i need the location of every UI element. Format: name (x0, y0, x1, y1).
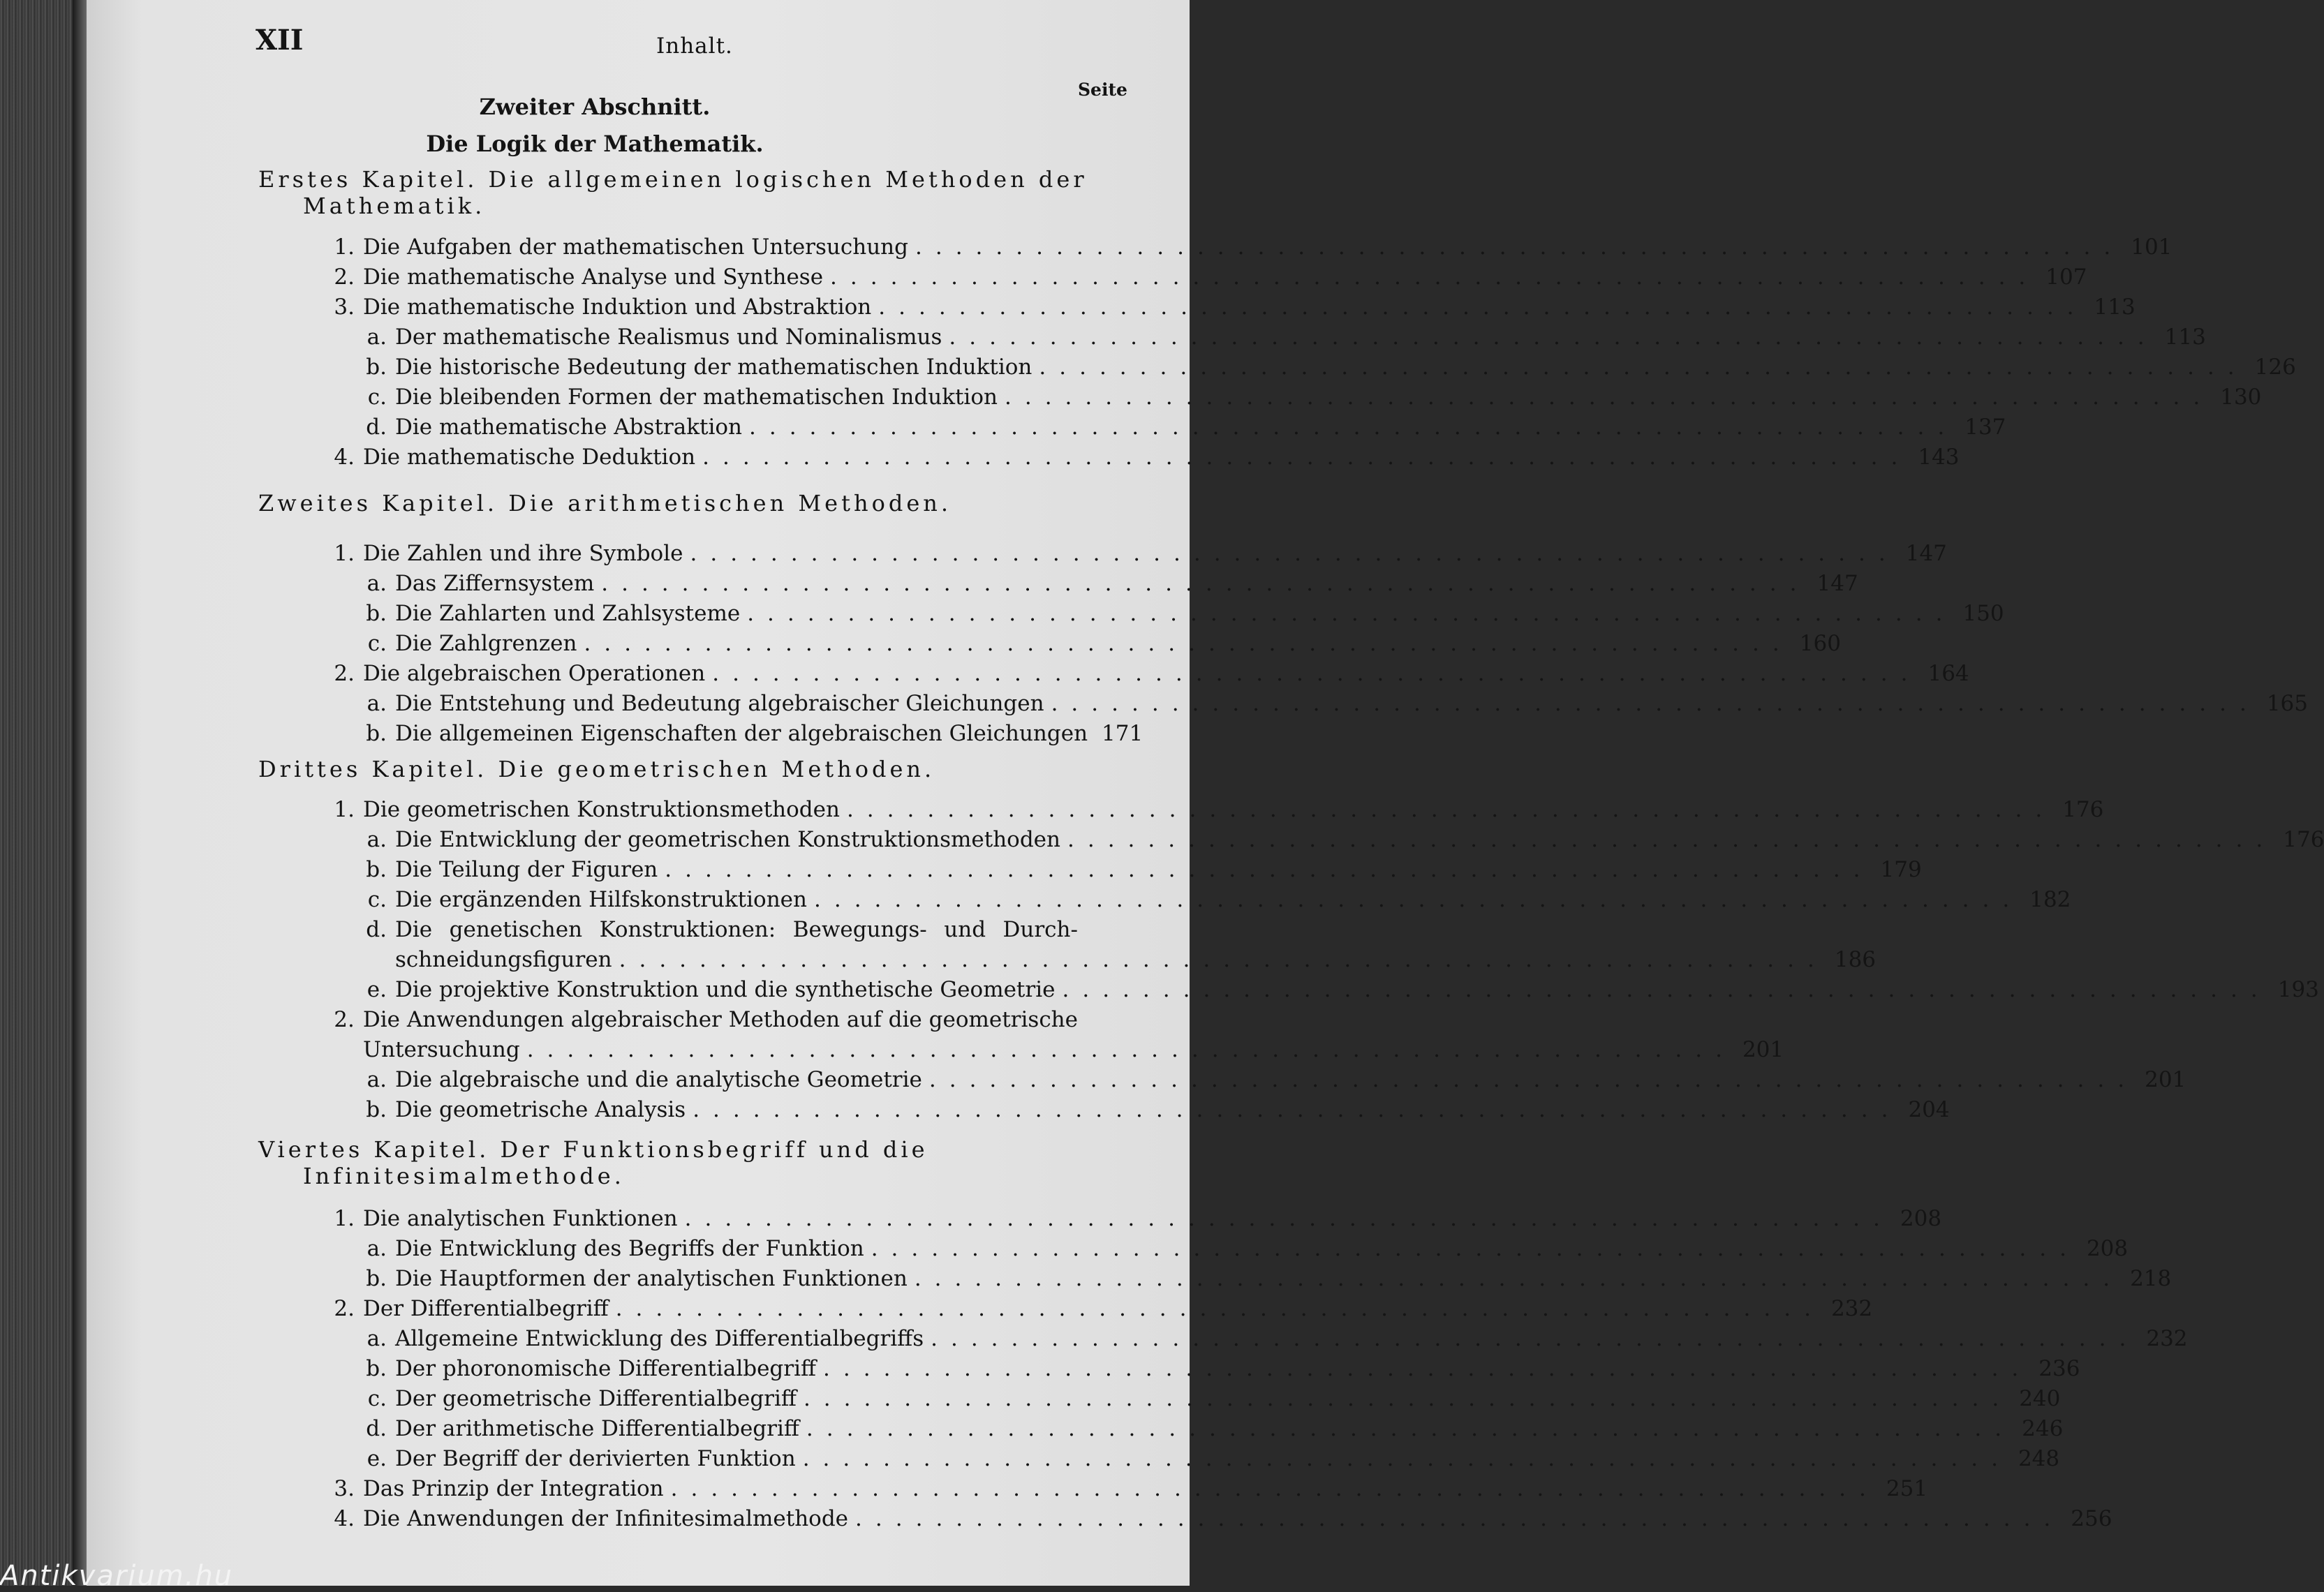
entry-number: b. (366, 355, 387, 380)
entry-page: 171 (1102, 721, 1144, 746)
entry-page: 176 (2062, 797, 2104, 822)
toc-entry (355, 1444, 2060, 1473)
entry-number: b. (366, 1266, 387, 1291)
entry-page: 150 (1962, 601, 2004, 626)
entry-page: 208 (2086, 1236, 2129, 1261)
toc-entry (355, 825, 2324, 854)
entry-text: Die Zahlgrenzen (395, 631, 577, 656)
leader-dots: ............................................................ (1004, 385, 2214, 410)
spine-shadow (73, 0, 87, 1586)
watermark: Antikvarium.hu (0, 1560, 234, 1592)
entry-number: a. (367, 1326, 387, 1351)
leader-dots: ............................................................ (928, 1067, 2138, 1092)
entry-number: 1. (334, 541, 355, 566)
entry-page: 248 (2018, 1446, 2060, 1471)
toc-entry (323, 795, 2104, 824)
leader-dots: ............................................................ (526, 1037, 1735, 1062)
entry-page: 208 (1900, 1206, 1942, 1231)
toc-entry (363, 1035, 1784, 1064)
entry-page: 201 (1742, 1037, 1784, 1062)
toc-entry-line (355, 915, 1078, 944)
toc-entry (323, 659, 1969, 688)
entry-text: Der Begriff der derivierten Funktion (395, 1446, 796, 1471)
toc-entry (355, 975, 2319, 1004)
entry-text: Das Ziffernsystem (395, 571, 595, 596)
chapter-heading: Zweites Kapitel. Die arithmetischen Methoden. (258, 490, 952, 516)
entry-text: Die projektive Konstruktion und die synthetische Geometrie (395, 977, 1056, 1002)
entry-number: a. (367, 691, 387, 716)
entry-number: 3. (334, 295, 355, 320)
toc-entry (323, 1474, 1928, 1503)
entry-page: 240 (2019, 1386, 2061, 1411)
entry-number: 4. (334, 1506, 355, 1531)
entry-text: Die geometrische Analysis (395, 1097, 686, 1122)
entry-text: Die Entstehung und Bedeutung algebraischer Gleichungen (395, 691, 1044, 716)
seite-label: Seite (1078, 80, 1127, 100)
entry-number: 1. (334, 797, 355, 822)
entry-text: Die Entwicklung des Begriffs der Funktion (395, 1236, 864, 1261)
entry-text: Die ergänzenden Hilfskonstruktionen (395, 887, 807, 912)
entry-text: Der mathematische Realismus und Nominalismus (395, 325, 942, 350)
toc-entry (355, 855, 1922, 884)
leader-dots: ............................................................ (931, 1326, 2140, 1351)
leader-dots: ............................................................ (684, 1206, 1893, 1231)
toc-entry (355, 1414, 2064, 1443)
toc-entry-line (323, 1005, 1078, 1034)
leader-dots: ............................................................ (584, 631, 1793, 656)
leader-dots: ............................................................ (1039, 355, 2248, 380)
entry-text: Die Hauptformen der analytischen Funktionen (395, 1266, 908, 1291)
entry-number: c. (367, 631, 387, 656)
toc-entry (355, 322, 2206, 352)
toc-entry (355, 1324, 2188, 1353)
entry-text: Die allgemeinen Eigenschaften der algebraischen Gleichungen (395, 721, 1088, 746)
entry-text: Die historische Bedeutung der mathematischen Induktion (395, 355, 1033, 380)
leader-dots: ............................................................ (871, 1236, 2080, 1261)
leader-dots: ............................................................ (665, 857, 1874, 882)
leader-dots: ............................................................ (830, 265, 2039, 290)
section-title: Die Logik der Mathematik. (426, 131, 764, 157)
entry-number: 1. (334, 1206, 355, 1231)
entry-page: 218 (2130, 1266, 2172, 1291)
entry-text: Die geometrischen Konstruktionsmethoden (363, 797, 840, 822)
entry-number: c. (367, 1386, 387, 1411)
entry-page: 179 (1880, 857, 1922, 882)
leader-dots: ............................................................ (949, 325, 2158, 350)
entry-number: d. (366, 1416, 387, 1441)
section-heading: Zweiter Abschnitt. (479, 94, 711, 120)
leader-dots: ............................................................ (915, 235, 2124, 260)
leader-dots: ............................................................ (802, 1446, 2011, 1471)
entry-text-continued: Untersuchung (363, 1037, 520, 1062)
entry-text: Die algebraische und die analytische Geometrie (395, 1067, 922, 1092)
leader-dots: ............................................................ (1067, 827, 2277, 852)
toc-entry (355, 599, 2004, 628)
entry-page: 107 (2045, 265, 2087, 290)
leader-dots: ............................................................ (615, 1296, 1824, 1321)
chapter-heading: Drittes Kapitel. Die geometrischen Methoden. (258, 756, 935, 782)
toc-entry (323, 292, 2136, 322)
entry-number: e. (367, 1446, 387, 1471)
chapter-heading: Erstes Kapitel. Die allgemeinen logischen Methoden der Mathematik. (258, 166, 1088, 219)
leader-dots: ............................................................ (846, 797, 2056, 822)
entry-number: b. (366, 1097, 387, 1122)
toc-entry (355, 1384, 2061, 1413)
entry-number: 2. (334, 661, 355, 686)
leader-dots: ............................................................ (619, 947, 1828, 972)
toc-entry (355, 382, 2262, 412)
entry-page: 113 (2164, 325, 2206, 350)
leader-dots: ............................................................ (670, 1476, 1879, 1501)
entry-number: c. (367, 385, 387, 410)
entry-number: 1. (334, 235, 355, 260)
entry-page: 147 (1816, 571, 1858, 596)
entry-text: Die Anwendungen algebraischer Methoden auf die geometrische (362, 1007, 1078, 1032)
entry-number: c. (367, 887, 387, 912)
leader-dots: ............................................................ (693, 1097, 1902, 1122)
leader-dots: ............................................................ (1062, 977, 2271, 1002)
entry-page: 101 (2131, 235, 2173, 260)
entry-text: Die mathematische Deduktion (363, 445, 696, 470)
toc-entry (355, 689, 2308, 718)
entry-text: Der Differentialbegriff (363, 1296, 609, 1321)
leader-dots: ............................................................ (748, 415, 1958, 440)
leader-dots: ............................................................ (878, 295, 2087, 320)
entry-page: 113 (2094, 295, 2136, 320)
entry-text: Die Zahlen und ihre Symbole (363, 541, 683, 566)
entry-number: d. (366, 917, 387, 942)
entry-text: Der arithmetische Differentialbegriff (395, 1416, 799, 1441)
toc-entry (355, 569, 1858, 598)
toc-entry (355, 1065, 2186, 1094)
entry-page: 232 (1830, 1296, 1873, 1321)
page-number: XII (256, 24, 304, 57)
chapter-heading: Viertes Kapitel. Der Funktionsbegriff und die Infinitesimalmethode. (258, 1136, 928, 1189)
toc-entry (355, 412, 2006, 442)
entry-text-continued: schneidungsfiguren (395, 947, 612, 972)
leader-dots: ............................................................ (806, 1416, 2015, 1441)
leader-dots: ............................................................ (747, 601, 1956, 626)
entry-number: a. (367, 325, 387, 350)
toc-entry (323, 1504, 2112, 1533)
entry-text: Die mathematische Induktion und Abstraktion (363, 295, 872, 320)
entry-text: Die Aufgaben der mathematischen Untersuchung (363, 235, 908, 260)
entry-number: 3. (334, 1476, 355, 1501)
toc-entry (355, 1234, 2129, 1263)
entry-page: 201 (2145, 1067, 2186, 1092)
entry-page: 236 (2038, 1356, 2080, 1381)
entry-page: 147 (1905, 541, 1947, 566)
toc-entry (323, 539, 1947, 568)
entry-text: Die Teilung der Figuren (395, 857, 658, 882)
leader-dots: ............................................................ (855, 1506, 2064, 1531)
entry-number: a. (367, 1067, 387, 1092)
leader-dots: ............................................................ (601, 571, 1810, 596)
entry-text: Die Zahlarten und Zahlsysteme (395, 601, 741, 626)
entry-number: 2. (334, 265, 355, 290)
leader-dots: ............................................................ (702, 445, 1911, 470)
entry-text: Die genetischen Konstruktionen: Bewegungs- und Durch- (395, 917, 1078, 942)
entry-text: Die bleibenden Formen der mathematischen Induktion (395, 385, 998, 410)
entry-text: Die analytischen Funktionen (363, 1206, 678, 1231)
entry-page: 204 (1908, 1097, 1950, 1122)
entry-text: Die Anwendungen der Infinitesimalmethode (363, 1506, 849, 1531)
book-spine (0, 0, 82, 1586)
entry-page: 165 (2266, 691, 2308, 716)
toc-entry (323, 262, 2087, 292)
entry-page: 164 (1927, 661, 1969, 686)
toc-entry (355, 1264, 2172, 1293)
entry-text: Die mathematische Analyse und Synthese (363, 265, 824, 290)
leader-dots: ............................................................ (1051, 691, 2260, 716)
entry-text: Die Entwicklung der geometrischen Konstruktionsmethoden (395, 827, 1060, 852)
entry-page: 256 (2071, 1506, 2112, 1531)
entry-page: 232 (2146, 1326, 2188, 1351)
entry-number: 2. (334, 1007, 355, 1032)
entry-number: e. (367, 977, 387, 1002)
leader-dots: ............................................................ (813, 887, 2023, 912)
leader-dots: ............................................................ (803, 1386, 2013, 1411)
entry-page: 130 (2220, 385, 2262, 410)
toc-entry (355, 1354, 2080, 1383)
entry-number: a. (367, 827, 387, 852)
leader-dots: ............................................................ (823, 1356, 2032, 1381)
entry-number: 2. (334, 1296, 355, 1321)
toc-entry (323, 442, 1960, 472)
entry-text: Der geometrische Differentialbegriff (395, 1386, 797, 1411)
entry-number: 4. (334, 445, 355, 470)
entry-page: 126 (2254, 355, 2296, 380)
entry-text: Allgemeine Entwicklung des Differentialbegriffs (395, 1326, 924, 1351)
toc-entry (355, 629, 1841, 658)
entry-page: 193 (2277, 977, 2319, 1002)
entry-page: 182 (2029, 887, 2071, 912)
toc-entry (355, 885, 2071, 914)
leader-dots: ............................................................ (712, 661, 1921, 686)
toc-entry (323, 1294, 1873, 1323)
entry-text: Die algebraischen Operationen (363, 661, 706, 686)
entry-text: Das Prinzip der Integration (363, 1476, 664, 1501)
toc-entry (323, 1204, 1942, 1233)
leader-dots: ............................................................ (914, 1266, 2124, 1291)
entry-text: Die mathematische Abstraktion (395, 415, 742, 440)
toc-entry (355, 352, 2296, 382)
toc-entry (395, 945, 1877, 974)
entry-page: 176 (2283, 827, 2324, 852)
entry-text: Der phoronomische Differentialbegriff (395, 1356, 817, 1381)
entry-page: 143 (1918, 445, 1960, 470)
entry-page: 246 (2022, 1416, 2064, 1441)
running-head: Inhalt. (656, 34, 733, 59)
entry-page: 251 (1886, 1476, 1928, 1501)
entry-number: b. (366, 721, 387, 746)
entry-number: b. (366, 1356, 387, 1381)
entry-number: a. (367, 571, 387, 596)
entry-number: d. (366, 415, 387, 440)
entry-page: 160 (1799, 631, 1841, 656)
toc-entry (355, 1095, 1950, 1124)
entry-page: 137 (1964, 415, 2006, 440)
toc-entry (355, 719, 1144, 748)
entry-number: b. (366, 601, 387, 626)
entry-number: b. (366, 857, 387, 882)
entry-number: a. (367, 1236, 387, 1261)
leader-dots: ............................................................ (690, 541, 1899, 566)
toc-entry (323, 232, 2173, 262)
entry-page: 186 (1834, 947, 1877, 972)
